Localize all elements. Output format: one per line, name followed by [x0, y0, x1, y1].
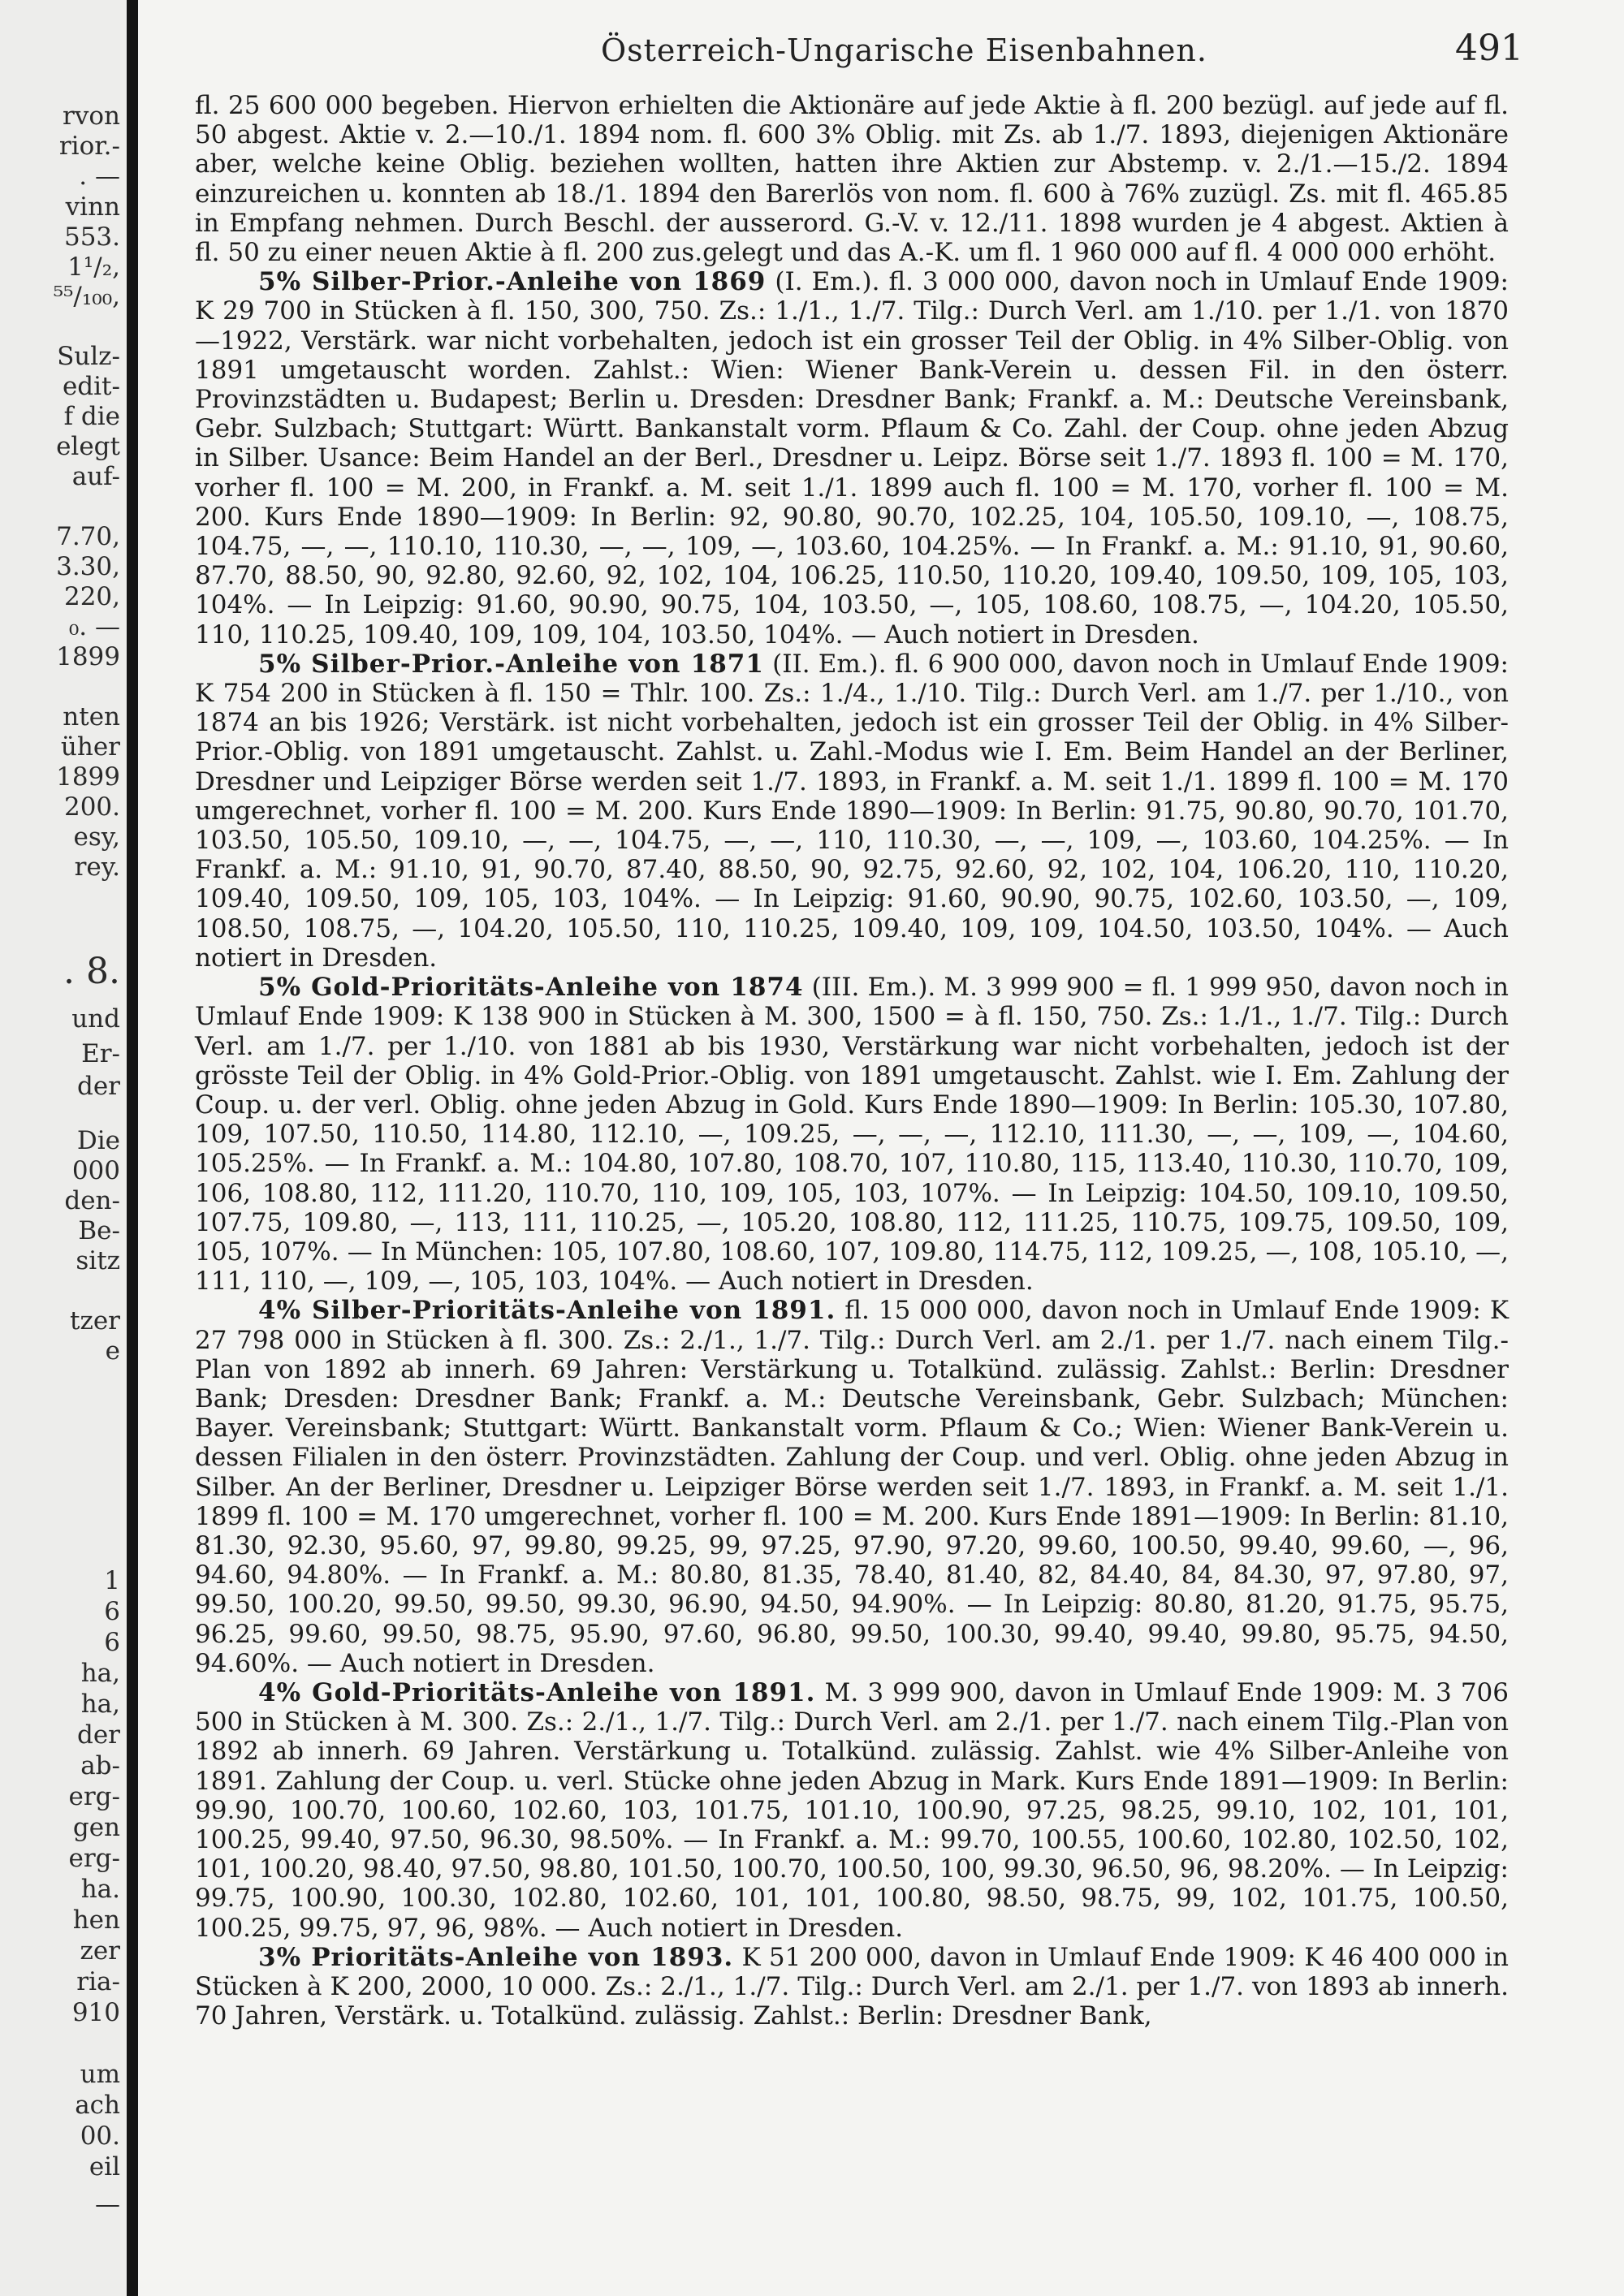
margin-fragment: 000 [71, 1156, 120, 1185]
margin-fragment: zer [80, 1936, 120, 1966]
margin-fragment: ach [75, 2091, 120, 2120]
bond-entry-text: M. 3 999 900, davon in Umlauf Ende 1909: M. 3 706 500 in Stücken à M. 300. Zs.: 2./1., 1./7. Tilg.: Durch Verl. am 2./1. per 1./7. nach einem Tilg.-Plan von 1892 ab innerh. 69 Jahren. Verstärkung u. Totalkünd. zulässig. Zahlst. wie 4% Silber-Anleihe von 1891. Zahlung der Coup. u. verl. Stücke ohne jeden Abzug in Mark. Kurs Ende 1891—1909: In Berlin: 99.90, 100.70, 100.60, 102.60, 103, 101.75, 101.10, 100.90, 97.25, 98.25, 99.10, 102, 101, 101, 100.25, 99.40, 97.50, 96.30, 98.50%. — In Frankf. a. M.: 99.70, 100.55, 100.60, 102.80, 102.50, 102, 101, 100.20, 98.40, 97.50, 98.80, 101.50, 100.70, 100.50, 100, 99.30, 96.50, 96, 98.20%. — In Leipzig: 99.75, 100.90, 100.30, 102.80, 102.60, 101, 101, 100.80, 98.50, 98.75, 99, 102, 101.75, 100.50, 100.25, 99.75, 97, 96, 98%. — Auch notiert in Dresden. [195, 1677, 1509, 1943]
margin-fragment: f die [63, 402, 120, 431]
margin-fragment: rvon [63, 101, 120, 131]
margin-fragment: 00. [80, 2121, 120, 2151]
bond-entry-text: (I. Em.). fl. 3 000 000, davon noch in Umlauf Ende 1909: K 29 700 in Stücken à fl. 150, 300, 750. Zs.: 1./1., 1./7. Tilg.: Durch Verl. am 1./10. per 1./1. von 1870—1922, Verstärk. war nicht vorbehalten, jedoch ist ein grosser Teil der Oblig. in 4% Silber-Oblig. von 1891 umgetauscht worden. Zahlst.: Wien: Wiener Bank-Verein u. dessen Fil. in den österr. Provinzstädten u. Budapest; Berlin u. Dresden: Dresdner Bank; Frankf. a. M.: Deutsche Vereinsbank, Gebr. Sulzbach; Stuttgart: Württ. Bankanstalt vorm. Pflaum & Co. Zahl. der Coup. ohne jeden Abzug in Silber. Usance: Beim Handel an der Berl., Dresdner u. Leipz. Börse seit 1./7. 1893 fl. 100 = M. 170, vorher fl. 100 = M. 200, in Frankf. a. M. seit 1./1. 1899 auch fl. 100 = M. 170, vorher fl. 100 = M. 200. Kurs Ende 1890—1909: In Berlin: 92, 90.80, 90.70, 102.25, 104, 105.50, 109.10, —, 108.75, 104.75, —, —, 110.10, 110.30, —, —, 109, —, 103.60, 104.25%. — In Frankf. a. M.: 91.10, 91, 90.60, 87.70, 88.50, 90, 92.80, 92.60, 92, 102, 104, 106.25, 110.50, 110.20, 109.40, 109.50, 109, 105, 103, 104%. — In Leipzig: 91.60, 90.90, 90.75, 104, 103.50, —, 105, 108.60, 108.75, —, 104.20, 105.50, 110, 110.25, 109.40, 109, 109, 104, 103.50, 104%. — Auch notiert in Dresden. [195, 267, 1509, 650]
margin-fragment: e [105, 1336, 120, 1366]
bond-entry [195, 1678, 1509, 1943]
page-body [195, 91, 1509, 2031]
margin-fragment: üher [60, 732, 120, 762]
margin-fragment: ha, [80, 1690, 120, 1719]
bond-entry-heading: 4% Gold-Prioritäts-Anleihe von 1891. [258, 1677, 816, 1707]
margin-fragment: — [95, 2190, 120, 2219]
paragraph [195, 91, 1509, 267]
margin-fragment: 220, [63, 582, 120, 611]
margin-fragment: Die [76, 1126, 120, 1155]
margin-fragment: ₀. — [68, 612, 120, 641]
bond-entry-text: (III. Em.). M. 3 999 900 = fl. 1 999 950, davon noch in Umlauf Ende 1909: K 138 900 in Stücken à M. 300, 1500 = à fl. 150, 750. Zs.: 1./1., 1./7. Tilg.: Durch Verl. am 1./7. per 1./10. von 1881 ab bis 1930, Verstärkung war nicht vorbehalten, jedoch ist der grösste Teil der Oblig. in 4% Gold-Prior.-Oblig. von 1891 umgetauscht. Zahlst. wie I. Em. Zahlung der Coup. u. der verl. Oblig. ohne jeden Abzug in Gold. Kurs Ende 1890—1909: In Berlin: 105.30, 107.80, 109, 107.50, 110.50, 114.80, 112.10, —, 109.25, —, —, —, 112.10, 111.30, —, —, 109, —, 104.60, 105.25%. — In Frankf. a. M.: 104.80, 107.80, 108.70, 107, 110.80, 115, 113.40, 110.30, 110.70, 109, 106, 108.80, 112, 111.20, 110.70, 110, 109, 105, 103, 107%. — In Leipzig: 104.50, 109.10, 109.50, 107.75, 109.80, —, 113, 111, 110.25, —, 105.20, 108.80, 112, 111.25, 110.75, 109.75, 109.50, 109, 105, 107%. — In München: 105, 107.80, 108.60, 107, 109.80, 114.75, 112, 109.25, —, 108, 105.10, —, 111, 110, —, 109, —, 105, 103, 104%. — Auch notiert in Dresden. [195, 973, 1509, 1297]
margin-fragment: Be- [78, 1216, 120, 1245]
bond-entry-text: K 51 200 000, davon in Umlauf Ende 1909: K 46 400 000 in Stücken à K 200, 2000, 10 000. Zs.: 2./1., 1./7. Tilg.: Durch Verl. am 2./1. per 1./7. von 1893 ab innerh. 70 Jahren, Verstärk. u. Totalkünd. zulässig. Zahlst.: Berlin: Dresdner Bank, [195, 1942, 1509, 2031]
running-title: Österreich-Ungarische Eisenbahnen. [601, 32, 1207, 68]
margin-fragment: gen [72, 1813, 120, 1842]
margin-fragment: Er- [81, 1039, 120, 1068]
bond-entry-heading: 3% Prioritäts-Anleihe von 1893. [258, 1942, 734, 1972]
margin-fragment: um [80, 2060, 120, 2089]
margin-fragment: erg- [68, 1844, 120, 1873]
margin-fragment: sitz [76, 1246, 120, 1275]
margin-fragment: vinn [65, 192, 120, 222]
margin-fragment: den- [64, 1186, 120, 1215]
margin-fragment: rior.- [58, 132, 120, 161]
margin-fragment: ha, [80, 1659, 120, 1688]
margin-fragment: der [76, 1072, 120, 1101]
margin-fragment: tzer [70, 1306, 120, 1336]
margin-fragment: 7.70, [56, 522, 120, 551]
bond-entry-heading: 5% Gold-Prioritäts-Anleihe von 1874 [258, 973, 804, 1003]
margin-fragment: 553. [63, 222, 120, 252]
margin-fragment: 1¹/₂, [67, 252, 120, 282]
bond-entry [195, 1296, 1509, 1678]
margin-fragment: 6 [104, 1628, 120, 1657]
margin-fragment: . 8. [63, 951, 120, 992]
bond-entry [195, 973, 1509, 1296]
margin-fragment: 1899 [56, 762, 120, 792]
margin-fragment: ha. [80, 1875, 120, 1904]
margin-fragment: ria- [76, 1967, 120, 1996]
margin-fragment: hen [72, 1905, 120, 1935]
bond-entry [195, 267, 1509, 650]
margin-fragment: ⁵⁵/₁₀₀, [53, 282, 120, 311]
margin-fragment: nten [63, 702, 120, 732]
margin-fragment: 1899 [56, 642, 120, 671]
paragraph-text: fl. 25 600 000 begeben. Hiervon erhielten die Aktionäre auf jede Aktie à fl. 200 bezügl. auf jede auf fl. 50 abgest. Aktie v. 2.—10./1. 1894 nom. fl. 600 3% Oblig. mit Zs. ab 1./7. 1893, diejenigen Aktionäre aber, welche keine Oblig. beziehen wollten, hatten ihre Aktien zur Abstemp. v. 2./1.—15./2. 1894 einzureichen u. konnten ab 18./1. 1894 den Barerlös von nom. fl. 600 à 76% zuzügl. Zs. mit fl. 465.85 in Empfang nehmen. Durch Beschl. der ausserord. G.-V. v. 12./11. 1898 wurden je 4 abgest. Aktien à fl. 50 zu einer neuen Aktie à fl. 200 zus.gelegt und das A.-K. um fl. 1 960 000 auf fl. 4 000 000 erhöht. [195, 91, 1509, 268]
margin-fragment: edit- [62, 372, 120, 401]
bond-entry [195, 650, 1509, 973]
margin-fragment: ab- [80, 1751, 120, 1780]
margin-fragment: erg- [68, 1782, 120, 1811]
bond-entry-text: (II. Em.). fl. 6 900 000, davon noch in Umlauf Ende 1909: K 754 200 in Stücken à fl. 150 = Thlr. 100. Zs.: 1./4., 1./10. Tilg.: Durch Verl. am 1./7. per 1./10., von 1874 an bis 1926; Verstärk. ist nicht vorbehalten, jedoch ist ein grosser Teil der Oblig. in 4% Silber-Prior.-Oblig. von 1891 umgetauscht. Zahlst. u. Zahl.-Modus wie I. Em. Beim Handel an der Berliner, Dresdner und Leipziger Börse werden seit 1./7. 1893, in Frankf. a. M. seit 1./1. 1899 fl. 100 = M. 170 umgerechnet, vorher fl. 100 = M. 200. Kurs Ende 1890—1909: In Berlin: 91.75, 90.80, 90.70, 101.70, 103.50, 105.50, 109.10, —, —, 104.75, —, —, 110, 110.30, —, —, 109, —, 103.60, 104.25%. — In Frankf. a. M.: 91.10, 91, 90.70, 87.40, 88.50, 90, 92.75, 92.60, 92, 102, 104, 106.20, 110, 110.20, 109.40, 109.50, 109, 105, 103, 104%. — In Leipzig: 91.60, 90.90, 90.75, 102.60, 103.50, —, 109, 108.50, 108.75, —, 104.20, 105.50, 110, 110.25, 109.40, 109, 109, 104.50, 103.50, 104%. — Auch notiert in Dresden. [195, 649, 1509, 973]
margin-fragment: eil [89, 2152, 120, 2182]
margin-fragment: 3.30, [56, 552, 120, 581]
page-number: 491 [1455, 28, 1523, 69]
margin-fragment: rey. [74, 852, 120, 882]
previous-page-margin [0, 0, 127, 2296]
margin-fragment: elegt [56, 432, 120, 461]
book-gutter [127, 0, 138, 2296]
margin-fragment: 200. [63, 792, 120, 822]
margin-fragment: 1 [104, 1566, 120, 1595]
margin-fragment: auf- [71, 462, 120, 491]
bond-entry-heading: 5% Silber-Prior.-Anleihe von 1871 [258, 649, 764, 679]
bond-entry-heading: 4% Silber-Prioritäts-Anleihe von 1891. [258, 1296, 836, 1326]
margin-fragment: 6 [104, 1597, 120, 1626]
margin-fragment: Sulz- [57, 342, 120, 371]
bond-entry-heading: 5% Silber-Prior.-Anleihe von 1869 [258, 267, 767, 297]
margin-fragment: der [76, 1720, 120, 1750]
margin-fragment: 910 [71, 1998, 120, 2027]
margin-fragment: und [71, 1004, 120, 1034]
bond-entry-text: fl. 15 000 000, davon noch in Umlauf Ende 1909: K 27 798 000 in Stücken à fl. 300. Zs.: 2./1., 1./7. Tilg.: Durch Verl. am 2./1. per 1./7. nach einem Tilg.-Plan von 1892 ab innerh. 69 Jahren: Verstärkung u. Totalkünd. zulässig. Zahlst.: Berlin: Dresdner Bank; Dresden: Dresdner Bank; Frankf. a. M.: Deutsche Vereinsbank, Gebr. Sulzbach; München: Bayer. Vereinsbank; Stuttgart: Württ. Bankanstalt vorm. Pflaum & Co.; Wien: Wiener Bank-Verein u. dessen Filialen in den österr. Provinzstädten. Zahlung der Coup. und verl. Oblig. ohne jeden Abzug in Silber. An der Berliner, Dresdner u. Leipziger Börse werden seit 1./7. 1893, in Frankf. a. M. seit 1./1. 1899 fl. 100 = M. 170 umgerechnet, vorher fl. 100 = M. 200. Kurs Ende 1891—1909: In Berlin: 81.10, 81.30, 92.30, 95.60, 97, 99.80, 99.25, 99, 97.25, 97.90, 97.20, 99.60, 100.50, 99.40, 99.60, —, 96, 94.60, 94.80%. — In Frankf. a. M.: 80.80, 81.35, 78.40, 81.40, 82, 84.40, 84, 84.30, 97, 97.80, 97, 99.50, 100.20, 99.50, 99.50, 99.30, 96.90, 94.50, 94.90%. — In Leipzig: 80.80, 81.20, 91.75, 95.75, 96.25, 99.60, 99.50, 98.75, 95.90, 97.60, 96.80, 99.50, 100.30, 99.40, 99.40, 99.80, 95.75, 94.50, 94.60%. — Auch notiert in Dresden. [195, 1296, 1509, 1678]
margin-fragment: . — [79, 162, 120, 191]
bond-entry [195, 1943, 1509, 2031]
margin-fragment: esy, [73, 822, 120, 852]
